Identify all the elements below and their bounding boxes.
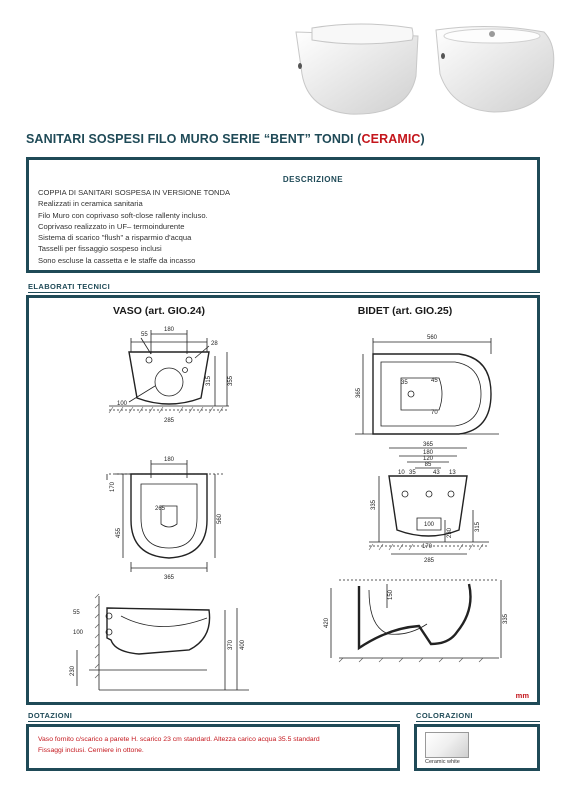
dim-label: 170 [110, 481, 116, 492]
wc-photo [296, 24, 418, 114]
dim-label: 55 [141, 332, 148, 338]
dim-label: 265 [155, 506, 166, 512]
dim-label: 85 [424, 462, 432, 468]
dim-label: 120 [422, 456, 434, 462]
dim-label: 170 [421, 544, 433, 550]
description-line: COPPIA DI SANITARI SOSPESA IN VERSIONE TONDA [38, 188, 231, 197]
dim-label: 370 [228, 639, 234, 650]
dim-label: 45 [431, 378, 438, 384]
dim-label: 180 [163, 327, 175, 333]
page-title: SANITARI SOSPESI FILO MURO SERIE “BENT” TONDI (CERAMIC) [26, 132, 425, 146]
product-photos [280, 14, 562, 122]
description-heading: DESCRIZIONE [282, 175, 344, 184]
dim-label: 315 [475, 521, 481, 532]
dim-label: 43 [433, 470, 440, 476]
divider [28, 721, 400, 722]
colorazioni-label: COLORAZIONI [416, 711, 473, 720]
dotazioni-line: Vaso fornito c/scarico a parete H. scarico 23 cm standard. Altezza carico acqua 35.5 standard [38, 736, 320, 743]
color-swatch [425, 732, 469, 758]
dim-label: 315 [206, 375, 212, 386]
description-line: Tasselli per fissaggio sospeso inclusi [38, 244, 162, 254]
dim-label: 100 [423, 522, 435, 528]
dotazioni-box [26, 724, 400, 771]
dotazioni-line: Fissaggi inclusi. Cerniere in ottone. [38, 746, 144, 754]
dim-label: 285 [423, 558, 435, 564]
bidet-plan-view [355, 338, 499, 434]
dim-label: 100 [117, 401, 128, 407]
dim-label: 365 [356, 387, 362, 398]
vaso-dimension-labels [70, 327, 246, 676]
colorazioni-box [414, 724, 540, 771]
divider [28, 292, 540, 293]
vaso-side-view [77, 596, 249, 690]
description-line: Sistema di scarico "flush" a risparmio d'acqua [38, 233, 192, 243]
dim-label: 285 [163, 418, 175, 424]
dim-label: 420 [324, 617, 330, 628]
dim-label: 28 [211, 341, 218, 347]
unit-label: mm [515, 691, 529, 700]
dim-label: 180 [163, 457, 175, 463]
description-list [38, 187, 230, 266]
dim-label: 35 [401, 380, 408, 386]
dim-label: 150 [388, 589, 394, 600]
dotazioni-label: DOTAZIONI [28, 711, 73, 720]
title-accent: CERAMIC [361, 132, 421, 146]
dim-label: 13 [449, 470, 456, 476]
dim-label: 10 [398, 470, 405, 476]
swatch-label: Ceramic white [425, 759, 460, 765]
dim-label: 455 [116, 527, 122, 538]
bidet-side-view [331, 580, 501, 658]
description-line: Realizzati in ceramica sanitaria [38, 199, 143, 209]
dim-label: 335 [371, 499, 377, 510]
dim-label: 70 [431, 410, 438, 416]
dim-label: 230 [447, 527, 453, 538]
dim-label: 560 [426, 335, 438, 341]
technical-drawings [26, 295, 540, 705]
drawings-svg [29, 298, 537, 702]
dim-label: 400 [240, 639, 246, 650]
dim-label: 35 [409, 470, 416, 476]
vaso-title: VASO (art. GIO.24) [113, 305, 205, 317]
description-line: Filo Muro con coprivaso soft-close rallenty incluso. [38, 210, 208, 220]
bidet-photo [436, 26, 554, 112]
bidet-title: BIDET (art. GIO.25) [357, 305, 453, 317]
bidet-dimension-labels [324, 335, 509, 628]
dim-label: 55 [73, 610, 80, 616]
dim-label: 100 [73, 630, 84, 636]
dim-label: 230 [70, 665, 76, 676]
description-box [26, 157, 540, 273]
dotazioni-text [38, 735, 320, 756]
dim-label: 180 [422, 450, 434, 456]
technical-label: ELABORATI TECNICI [28, 282, 111, 291]
description-line: Sono escluse la cassetta e le staffe da incasso [38, 255, 196, 265]
dim-label: 365 [422, 442, 434, 448]
vaso-plan-view [107, 460, 225, 572]
dim-label: 355 [228, 375, 234, 386]
dim-label: 365 [163, 575, 175, 581]
dim-label: 335 [503, 613, 509, 624]
dim-label: 560 [217, 513, 223, 524]
description-line: Coprivaso realizzato in UF– termoindurente [38, 221, 185, 231]
divider [416, 721, 540, 722]
